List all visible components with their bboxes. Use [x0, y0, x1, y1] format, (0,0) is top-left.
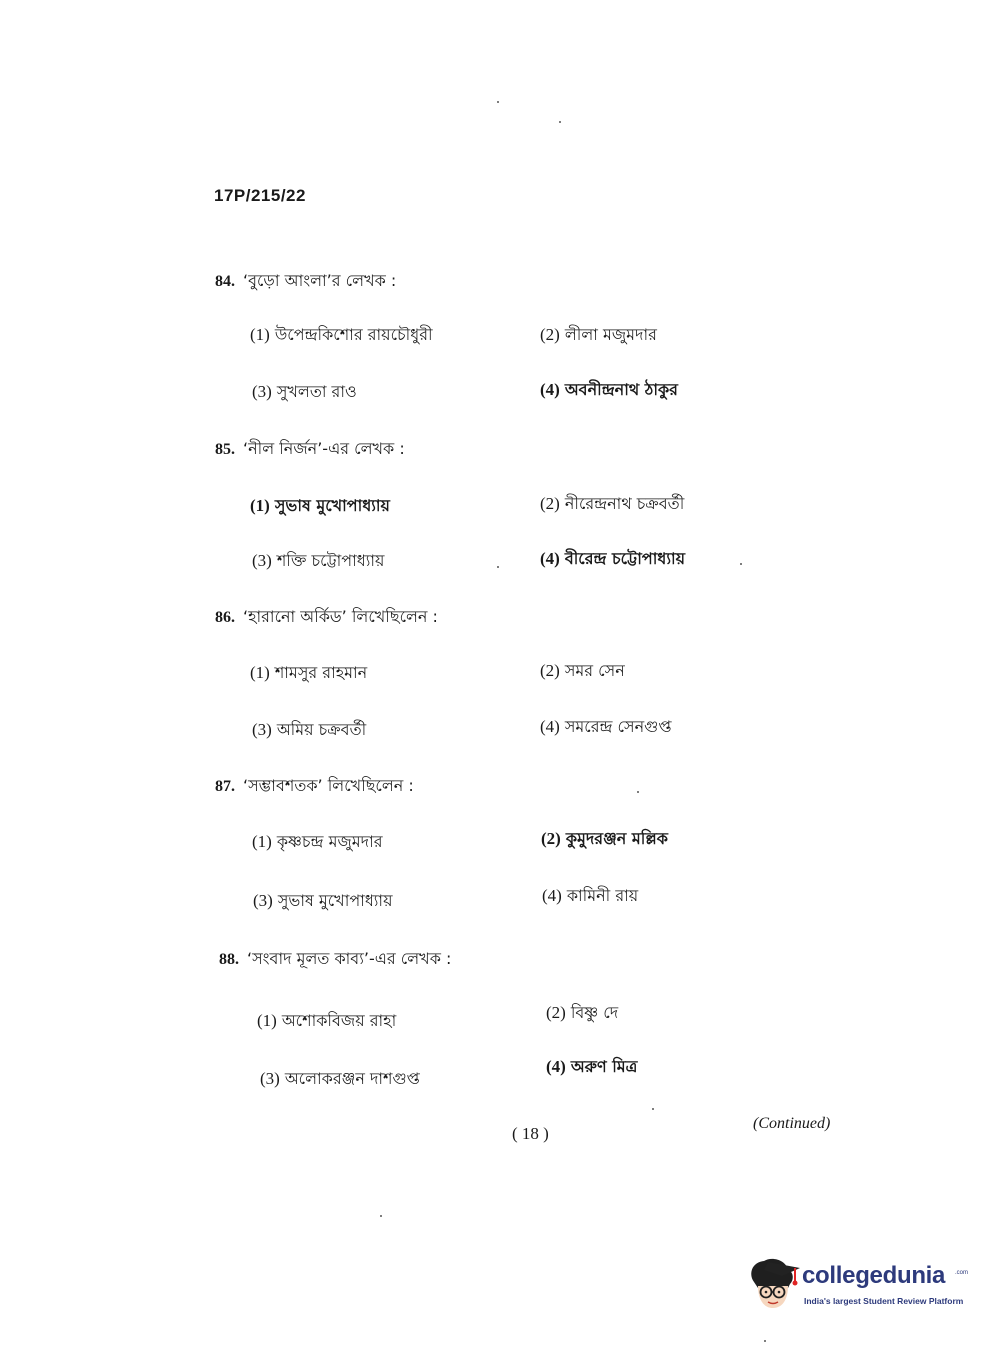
question-86 [0, 604, 1001, 774]
question-88 [0, 946, 1001, 1116]
question-stem [215, 436, 405, 463]
scan-speck [637, 791, 639, 793]
question-text: ‘বুড়ো আংলা’র লেখক : [243, 271, 397, 290]
collegedunia-logo [742, 1252, 972, 1318]
continued-label: (Continued) [753, 1115, 831, 1132]
scan-speck [764, 1340, 766, 1342]
option-4: (4) সমরেন্দ্র সেনগুপ্ত [540, 717, 672, 736]
scan-speck [497, 566, 499, 568]
question-text: ‘সংবাদ মূলত কাব্য’-এর লেখক : [247, 949, 452, 968]
question-text: ‘নীল নির্জন’-এর লেখক : [243, 439, 405, 458]
option-4: (4) অবনীন্দ্রনাথ ঠাকুর [540, 380, 678, 399]
option-3: (3) অলোকরঞ্জন দাশগুপ্ত [260, 1069, 420, 1088]
option-1: (1) কৃষ্ণচন্দ্র মজুমদার [252, 832, 383, 851]
question-84 [0, 268, 1001, 438]
option-2: (2) লীলা মজুমদার [540, 325, 657, 344]
question-stem [219, 946, 451, 973]
option-4: (4) কামিনী রায় [542, 886, 639, 905]
option-3: (3) শক্তি চট্টোপাধ্যায় [252, 551, 385, 570]
question-stem [215, 604, 438, 631]
option-4: (4) বীরেন্দ্র চট্টোপাধ্যায় [540, 549, 686, 568]
scan-speck [740, 563, 742, 565]
question-number: 85. [215, 441, 235, 458]
option-3: (3) সুখলতা রাও [252, 382, 357, 401]
page-number: ( 18 ) [512, 1124, 549, 1143]
option-3: (3) অমিয় চক্রবর্তী [252, 720, 367, 739]
logo-domain: .com [955, 1270, 969, 1276]
option-1: (1) উপেন্দ্রকিশোর রায়চৌধুরী [250, 325, 433, 344]
option-2: (2) কুমুদরঞ্জন মল্লিক [541, 829, 668, 848]
option-4: (4) অরুণ মিত্র [546, 1057, 638, 1076]
question-number: 84. [215, 273, 235, 290]
option-1: (1) সুভাষ মুখোপাধ্যায় [250, 496, 390, 515]
option-2: (2) সমর সেন [540, 661, 625, 680]
option-3: (3) সুভাষ মুখোপাধ্যায় [253, 891, 393, 910]
question-stem [215, 268, 396, 295]
scan-speck [380, 1215, 382, 1217]
option-1: (1) অশোকবিজয় রাহা [257, 1011, 397, 1030]
scan-speck [497, 101, 499, 103]
question-85 [0, 436, 1001, 606]
option-1: (1) শামসুর রাহমান [250, 663, 368, 682]
logo-tagline: India's largest Student Review Platform [804, 1296, 964, 1306]
student-mascot-icon [742, 1252, 804, 1314]
question-87 [0, 773, 1001, 943]
question-text: ‘হারানো অর্কিড’ লিখেছিলেন : [243, 607, 438, 626]
logo-wordmark: collegedunia [802, 1262, 946, 1289]
question-stem [215, 773, 414, 800]
scan-speck [559, 121, 561, 123]
question-number: 88. [219, 951, 239, 968]
scan-speck [652, 1108, 654, 1110]
option-2: (2) নীরেন্দ্রনাথ চক্রবর্তী [540, 494, 685, 513]
question-number: 87. [215, 778, 235, 795]
question-text: ‘সম্ভাবশতক’ লিখেছিলেন : [243, 776, 414, 795]
paper-code: 17P/215/22 [214, 186, 306, 205]
option-2: (2) বিষ্ণু দে [546, 1003, 619, 1022]
question-number: 86. [215, 609, 235, 626]
